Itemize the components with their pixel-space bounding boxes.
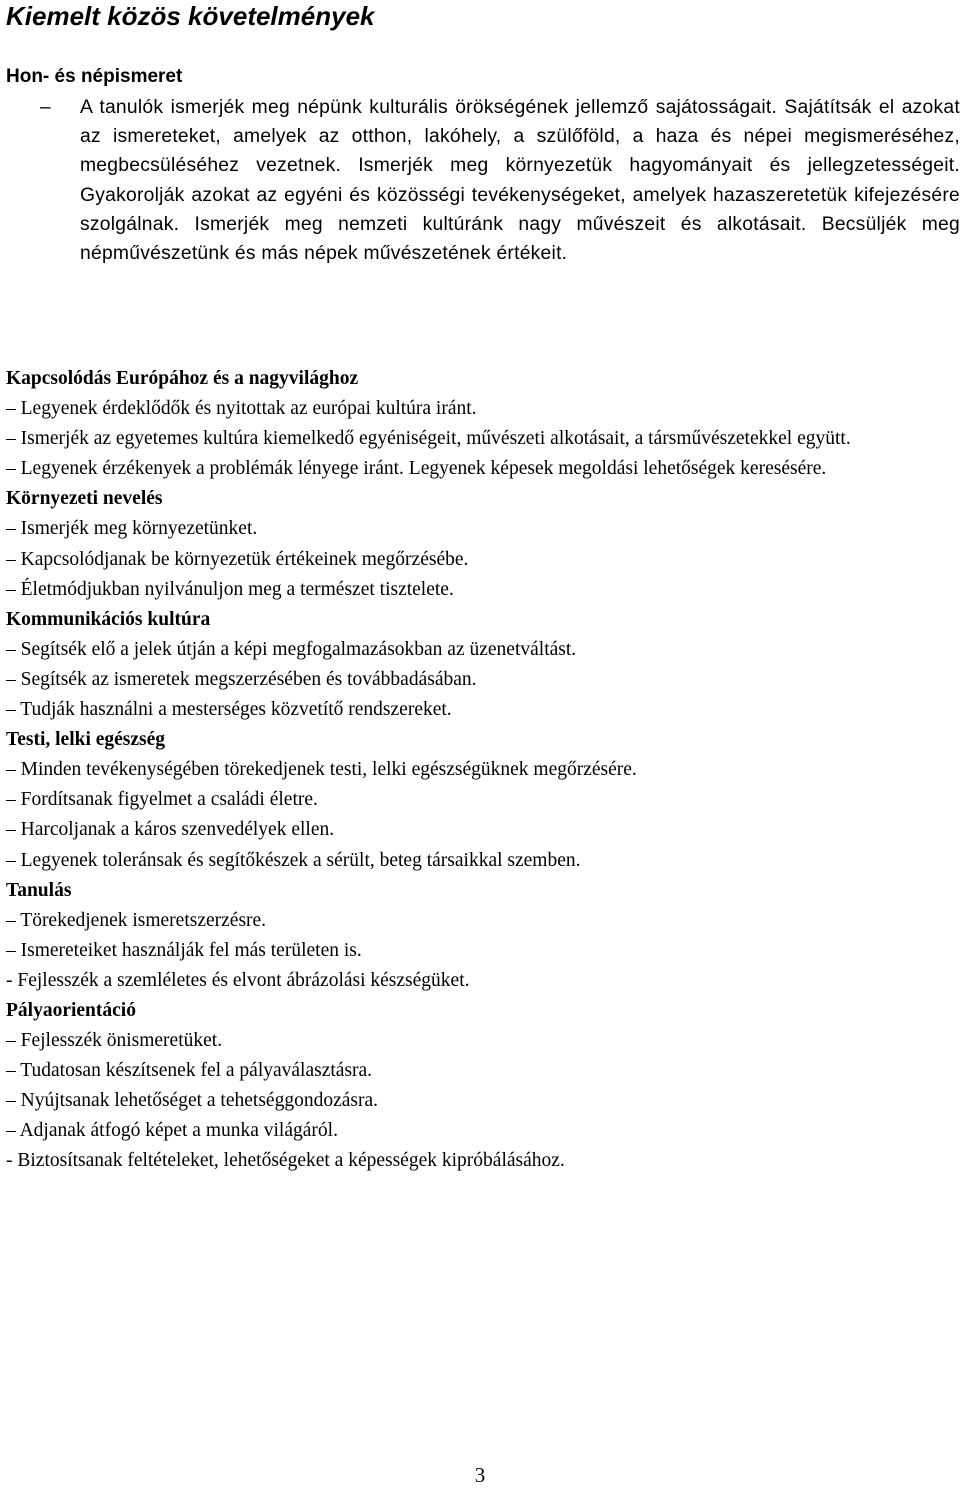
- list-item-text: Minden tevékenységében törekedjenek testi, lelki egészségüknek megőrzésére.: [20, 759, 637, 781]
- list-item-text: Tudatosan készítsenek fel a pályaválasztásra.: [20, 1060, 373, 1082]
- list-bullet: –: [6, 699, 16, 721]
- list-item: [6, 906, 960, 936]
- section-heading: Tanulás: [6, 879, 72, 901]
- list-item-text: Fejlesszék önismeretüket.: [20, 1030, 223, 1052]
- list-item-text: Tudják használni a mesterséges közvetítő rendszereket.: [20, 699, 452, 721]
- list-item-text: Törekedjenek ismeretszerzésre.: [20, 909, 267, 931]
- list-item-text: Életmódjukban nyilvánuljon meg a természet tisztelete.: [20, 578, 454, 600]
- list-bullet: –: [6, 759, 16, 781]
- list-item: [6, 966, 960, 996]
- section-heading-hon-es-nepismeret: Hon- és népismeret: [6, 66, 183, 87]
- list-item: [6, 1056, 960, 1086]
- section-paragraph: A tanulók ismerjék meg népünk kulturális örökségének jellemző sajátosságait. Sajátítsák el azokat az ismereteket, amelyek az otthon, lakóhely, a szülőföld, a haza és népei megismeréséhez, megbecsüléséhez vezetnek. Ismerjék meg környezetük hagyományait és jellegzetességeit. Gyakorolják azokat az egyéni és közösségi tevékenységeket, amelyek hazaszeretetük kifejezésére szolgálnak. Ismerjék meg nemzeti kultúránk nagy művészeit és alkotásait. Becsüljék meg népművészetünk és más népek művészetének értékeit.: [80, 97, 960, 265]
- list-item-text: Legyenek érdeklődők és nyitottak az európai kultúra iránt.: [20, 398, 477, 420]
- list-item: [6, 665, 960, 695]
- list-bullet: –: [6, 668, 16, 690]
- list-bullet: –: [6, 1090, 16, 1112]
- list-bullet: –: [6, 458, 16, 480]
- list-bullet: -: [6, 1150, 13, 1172]
- list-bullet: –: [6, 398, 16, 420]
- list-item: [6, 846, 960, 876]
- list-bullet: –: [6, 638, 16, 660]
- list-item-text: Legyenek érzékenyek a problémák lényege iránt. Legyenek képesek megoldási lehetőségek keresésére.: [20, 458, 827, 480]
- list-item: [6, 394, 960, 424]
- list-bullet: -: [6, 969, 13, 991]
- list-item: [6, 514, 960, 544]
- list-bullet: –: [6, 578, 16, 600]
- list-item: [6, 454, 960, 484]
- list-bullet: –: [6, 1060, 16, 1082]
- list-bullet: –: [6, 428, 16, 450]
- list-bullet: –: [6, 909, 16, 931]
- list-item: [6, 785, 960, 815]
- list-item: [6, 936, 960, 966]
- page-number: 3: [474, 1463, 486, 1487]
- list-item-text: Kapcsolódjanak be környezetük értékeinek megőrzésébe.: [20, 548, 469, 570]
- list-item-text: Ismerjék az egyetemes kultúra kiemelkedő egyéniségeit, művészeti alkotásait, a társművészetekkel együtt.: [20, 428, 851, 450]
- list-item: [6, 1026, 960, 1056]
- list-bullet: –: [6, 518, 16, 540]
- list-item-text: Ismerjék meg környezetünket.: [20, 518, 258, 540]
- list-bullet: –: [6, 548, 16, 570]
- list-bullet: –: [6, 849, 16, 871]
- list-item: [6, 575, 960, 605]
- list-item-text: Biztosítsanak feltételeket, lehetőségeket a képességek kipróbálásához.: [17, 1150, 565, 1172]
- sections-container: [6, 364, 960, 1177]
- list-item-text: Segítsék az ismeretek megszerzésében és továbbadásában.: [20, 668, 477, 690]
- list-item-text: Ismereteiket használják fel más területen is.: [20, 939, 362, 961]
- list-item: [6, 1086, 960, 1116]
- list-item: [6, 1146, 960, 1176]
- list-item-text: Legyenek toleránsak és segítőkészek a sérült, beteg társaikkal szemben.: [20, 849, 581, 871]
- list-item-text: Nyújtsanak lehetőséget a tehetséggondozásra.: [20, 1090, 378, 1112]
- section-heading: Kapcsolódás Európához és a nagyvilághoz: [6, 368, 359, 389]
- list-item-text: Adjanak átfogó képet a munka világáról.: [19, 1120, 338, 1142]
- list-item-text: Fordítsanak figyelmet a családi életre.: [20, 789, 318, 811]
- list-item: [6, 635, 960, 665]
- list-bullet: –: [6, 789, 16, 811]
- section-heading: Környezeti nevelés: [6, 488, 163, 510]
- list-item: [6, 815, 960, 845]
- list-item: [6, 1116, 960, 1146]
- list-bullet: –: [6, 1030, 16, 1052]
- page-title: Kiemelt közös követelmények: [6, 1, 375, 31]
- list-bullet: –: [6, 939, 16, 961]
- list-item-text: Segítsék elő a jelek útján a képi megfogalmazásokban az üzenetváltást.: [20, 638, 577, 660]
- list-item-text: Fejlesszék a szemléletes és elvont ábrázolási készségüket.: [17, 969, 470, 991]
- section-bullet-dash: –: [40, 97, 51, 118]
- list-bullet: –: [6, 819, 16, 841]
- list-item-text: Harcoljanak a káros szenvedélyek ellen.: [20, 819, 335, 841]
- section-heading: Pályaorientáció: [6, 999, 136, 1021]
- section-heading: Kommunikációs kultúra: [6, 608, 211, 630]
- list-bullet: –: [6, 1120, 16, 1142]
- list-item: [6, 755, 960, 785]
- list-item: [6, 424, 960, 454]
- list-item: [6, 695, 960, 725]
- list-item: [6, 545, 960, 575]
- section-heading: Testi, lelki egészség: [6, 729, 166, 751]
